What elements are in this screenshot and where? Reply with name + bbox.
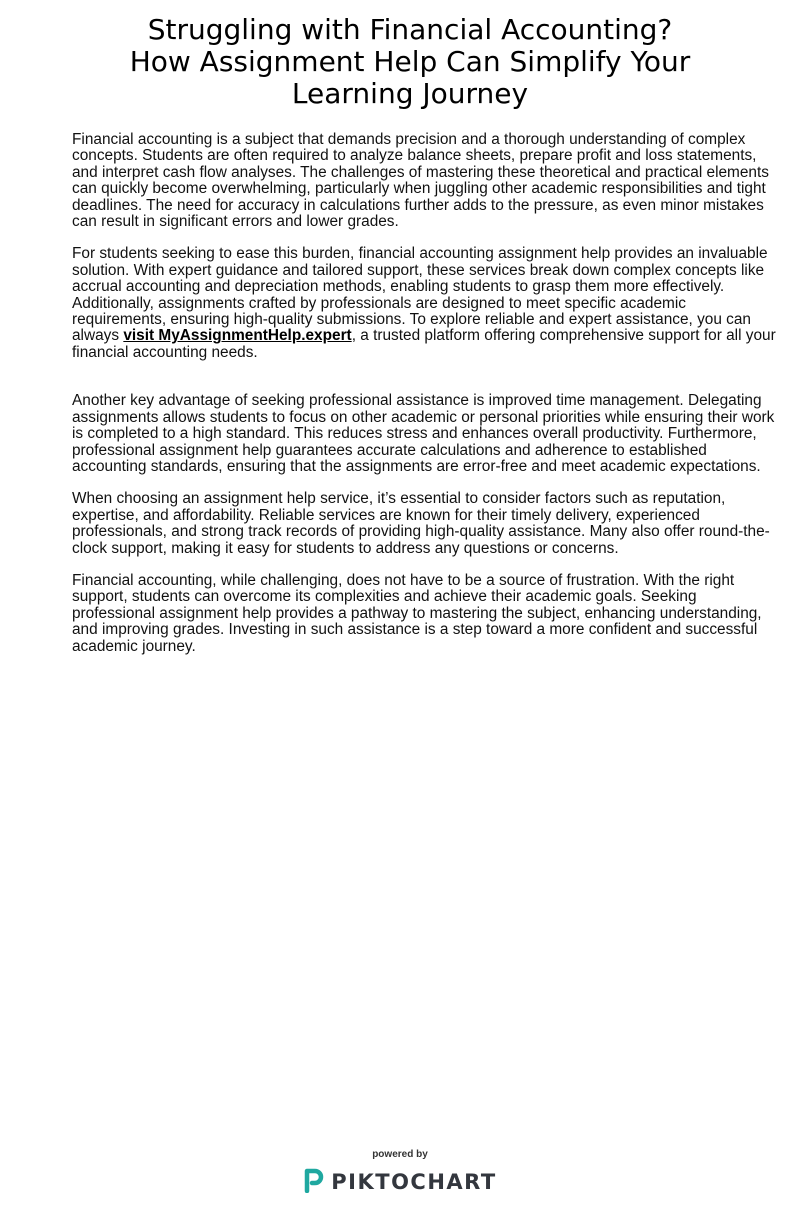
- piktochart-logo-icon: [303, 1167, 325, 1197]
- powered-by-label: powered by: [372, 1149, 428, 1160]
- paragraph-conclusion: Financial accounting, while challenging, does not have to be a source of frustration. With the right support, students can overcome its complexities and achieve their academic goals. Seeking professional assignment help provides a pathway to mastering the subject, enhancing understanding, and improving grades. Investing in such assistance is a step toward a more confident and successful academic journey.: [72, 571, 762, 655]
- title-line-1: Struggling with Financial Accounting?: [147, 13, 673, 46]
- paragraph-text-before-link: For students seeking to ease this burden, financial accounting assignment help provides an invaluable solution. With expert guidance and tailored support, these services break down complex concepts like accrual accounting and depreciation methods, enabling students to grasp them more effectively. Additionally, assignments crafted by professionals are designed to meet specific academic requirements, ensuring high-quality submissions. To explore reliable and expert assistance, you can always: [72, 245, 768, 345]
- page-title: [40, 14, 780, 110]
- title-line-3: Learning Journey: [291, 77, 529, 110]
- piktochart-brand[interactable]: [303, 1167, 496, 1197]
- paragraph-text-after-link: , a trusted platform offering comprehensive support for all your financial accounting needs.: [72, 327, 776, 361]
- piktochart-wordmark: PIKTOCHART: [331, 1170, 497, 1194]
- myassignmenthelp-link[interactable]: visit MyAssignmentHelp.expert: [123, 327, 352, 345]
- paragraph-time-management: Another key advantage of seeking professional assistance is improved time management. Delegating assignments allows students to focus on other academic or personal priorities while ensuring their work is completed to a high standard. This reduces stress and enhances overall productivity. Furthermore, professional assignment help guarantees accurate calculations and adherence to established accounting standards, ensuring that the assignments are error-free and meet academic expectations.: [72, 392, 775, 475]
- footer: [0, 1149, 800, 1197]
- paragraph-choosing-service: When choosing an assignment help service, it’s essential to consider factors such as reputation, expertise, and affordability. Reliable services are known for their timely delivery, experienced professionals, and strong track records of providing high-quality assistance. Many also offer round-the-clock support, making it easy for students to address any questions or concerns.: [72, 490, 770, 557]
- article-body: [72, 132, 780, 671]
- paragraph-intro: Financial accounting is a subject that demands precision and a thorough understanding of complex concepts. Students are often required to analyze balance sheets, prepare profit and loss statements, and interpret cash flow analyses. The challenges of mastering these theoretical and practical elements can quickly become overwhelming, particularly when juggling other academic responsibilities and tight deadlines. The need for accuracy in calculations further adds to the pressure, as even minor mistakes can result in significant errors and lower grades.: [72, 131, 769, 231]
- paragraph-assignment-help: [72, 246, 780, 361]
- title-line-2: How Assignment Help Can Simplify Your: [129, 45, 691, 78]
